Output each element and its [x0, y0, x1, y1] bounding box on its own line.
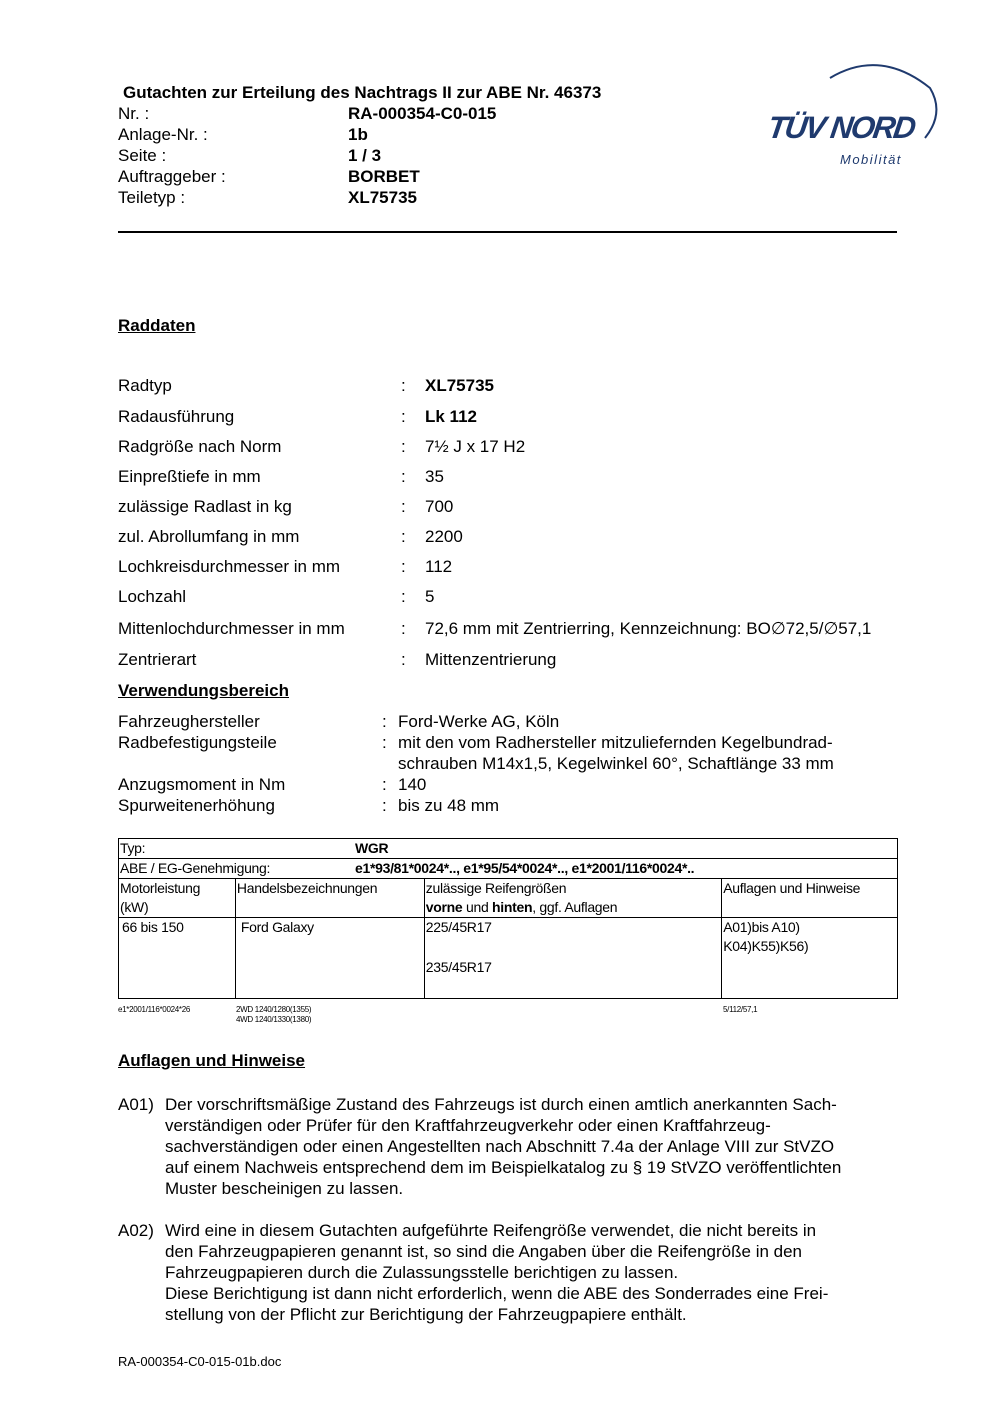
raddaten-value: Mittenzentrierung [425, 650, 557, 669]
header-label-anlage: Anlage-Nr. : [118, 125, 208, 144]
raddaten-value: 35 [425, 467, 444, 486]
auflagen-item-line: Muster bescheinigen zu lassen. [165, 1179, 404, 1198]
header-value-teiletyp: XL75735 [348, 188, 417, 207]
col-header-reifen [424, 879, 721, 918]
table-footnote-left: e1*2001/116*0024*26 [118, 1005, 191, 1014]
verwendung-colon: : [382, 712, 387, 731]
table-footnote-mid-1: 2WD 1240/1280(1355) [236, 1005, 312, 1014]
auflagen-code: A01)bis A10) [723, 919, 800, 935]
vorne-text: vorne [425, 899, 463, 915]
raddaten-value: 7½ J x 17 H2 [425, 437, 526, 456]
abe-cell [119, 859, 898, 879]
auflagen-cell [722, 918, 898, 999]
header-label-auftraggeber: Auftraggeber : [118, 167, 226, 186]
motor-cell [119, 918, 236, 999]
auflagen-suffix-text: , ggf. Auflagen [532, 899, 618, 915]
tires-cell [424, 918, 721, 999]
header-value-seite: 1 / 3 [348, 146, 382, 165]
verwendung-colon: : [382, 775, 387, 794]
raddaten-value: 5 [425, 587, 435, 606]
verwendung-label: Radbefestigungsteile [118, 733, 277, 752]
typ-cell [119, 839, 898, 859]
raddaten-colon: : [401, 437, 406, 456]
raddaten-value: 700 [425, 497, 454, 516]
verwendung-value: schrauben M14x1,5, Kegelwinkel 60°, Schaftlänge 33 mm [398, 754, 834, 773]
handel-cell [235, 918, 424, 999]
raddaten-colon: : [401, 407, 406, 426]
table-row [119, 859, 898, 879]
auflagen-item-line: den Fahrzeugpapieren genannt ist, so sind die Angaben über die Reifengröße in den [165, 1242, 803, 1261]
tire-size: 235/45R17 [425, 959, 492, 975]
raddaten-heading: Raddaten [118, 316, 196, 335]
col-header-auflagen-text: Auflagen und Hinweise [723, 880, 861, 896]
raddaten-label: Radtyp [118, 376, 172, 395]
auflagen-item-line: Fahrzeugpapieren durch die Zulassungsstelle berichtigen zu lassen. [165, 1263, 679, 1282]
col-header-handel [235, 879, 424, 918]
auflagen-item-line: Der vorschriftsmäßige Zustand des Fahrzeugs ist durch einen amtlich anerkannten Sach- [165, 1095, 837, 1114]
raddaten-colon: : [401, 557, 406, 576]
verwendung-value: mit den vom Radhersteller mitzuliefernden Kegelbundrad- [398, 733, 833, 752]
tire-size: 225/45R17 [425, 919, 492, 935]
raddaten-colon: : [401, 376, 406, 395]
raddaten-label: Zentrierart [118, 650, 197, 669]
raddaten-colon: : [401, 587, 406, 606]
header-value-nr: RA-000354-C0-015 [348, 104, 497, 123]
raddaten-colon: : [401, 497, 406, 516]
auflagen-item-line: stellung von der Pflicht zur Berichtigung der Fahrzeugpapiere enthält. [165, 1305, 687, 1324]
typ-value: WGR [355, 840, 389, 856]
verwendung-heading: Verwendungsbereich [118, 681, 289, 700]
raddaten-label: Lochzahl [118, 587, 187, 606]
raddaten-label: Mittenlochdurchmesser in mm [118, 619, 345, 638]
abe-value: e1*93/81*0024*.., e1*95/54*0024*.., e1*2001/116*0024*.. [355, 860, 695, 876]
abe-label: ABE / EG-Genehmigung: [120, 860, 271, 876]
raddaten-label: zulässige Radlast in kg [118, 497, 292, 516]
table-row [119, 839, 898, 859]
raddaten-label: Radgröße nach Norm [118, 437, 282, 456]
table-footnote-right: 5/112/57,1 [723, 1005, 758, 1014]
raddaten-colon: : [401, 619, 406, 638]
logo-wordmark: TÜV NORD [765, 110, 917, 145]
vehicle-table [118, 838, 898, 999]
verwendung-value: bis zu 48 mm [398, 796, 500, 815]
col-header-reifen-line1: zulässige Reifengrößen [425, 880, 567, 896]
auflagen-item-line: Diese Berichtigung ist dann nicht erforderlich, wenn die ABE des Sonderrades eine Frei- [165, 1284, 829, 1303]
footer-filename: RA-000354-C0-015-01b.doc [118, 1354, 282, 1369]
header-label-nr: Nr. : [118, 104, 150, 123]
table-header-row [119, 879, 898, 918]
document-title: Gutachten zur Erteilung des Nachtrags II zur ABE Nr. 46373 [123, 83, 602, 102]
col-header-handel-text: Handelsbezeichnungen [236, 880, 378, 896]
col-header-reifen-line2 [426, 898, 720, 917]
raddaten-value: XL75735 [425, 376, 494, 395]
logo-subtitle: Mobilität [840, 152, 902, 167]
handel-value: Ford Galaxy [240, 919, 314, 935]
auflagen-item-number: A02) [118, 1221, 154, 1240]
table-row [119, 918, 898, 999]
verwendung-label: Anzugsmoment in Nm [118, 775, 286, 794]
raddaten-value: 112 [425, 557, 453, 576]
table-footnote-mid-2: 4WD 1240/1330(1380) [236, 1015, 312, 1024]
verwendung-value: 140 [398, 775, 427, 794]
typ-label: Typ: [120, 840, 146, 856]
raddaten-label: zul. Abrollumfang in mm [118, 527, 300, 546]
raddaten-value: 72,6 mm mit Zentrierring, Kennzeichnung: BO∅72,5/∅57,1 [425, 619, 872, 638]
auflagen-item-line: Wird eine in diesem Gutachten aufgeführte Reifengröße verwendet, die nicht bereits in [165, 1221, 817, 1240]
raddaten-label: Radausführung [118, 407, 235, 426]
verwendung-colon: : [382, 796, 387, 815]
auflagen-item-line: sachverständigen oder einen Angestellten nach Abschnitt 7.4a der Anlage VIII zur StVZO [165, 1137, 835, 1156]
raddaten-value: 2200 [425, 527, 463, 546]
auflagen-code: K04)K55)K56) [723, 938, 809, 954]
motor-value: 66 bis 150 [122, 919, 184, 935]
col-header-motor-unit: (kW) [120, 899, 149, 915]
raddaten-colon: : [401, 527, 406, 546]
raddaten-value: Lk 112 [425, 407, 477, 426]
auflagen-item-line: auf einem Nachweis entsprechend dem im Beispielkatalog zu § 19 StVZO veröffentlichten [165, 1158, 842, 1177]
header-value-auftraggeber: BORBET [348, 167, 420, 186]
auflagen-heading: Auflagen und Hinweise [118, 1051, 306, 1070]
raddaten-colon: : [401, 467, 406, 486]
col-header-auflagen [722, 879, 898, 918]
auflagen-item-number: A01) [118, 1095, 154, 1114]
raddaten-label: Lochkreisdurchmesser in mm [118, 557, 341, 576]
verwendung-label: Fahrzeughersteller [118, 712, 260, 731]
verwendung-colon: : [382, 733, 387, 752]
und-text: und [462, 899, 493, 915]
auflagen-item-line: verständigen oder Prüfer für den Kraftfahrzeugverkehr oder einen Kraftfahrzeug- [165, 1116, 771, 1135]
header-divider [118, 231, 897, 233]
verwendung-value: Ford-Werke AG, Köln [398, 712, 560, 731]
col-header-motor [119, 879, 236, 918]
verwendung-label: Spurweitenerhöhung [118, 796, 275, 815]
header-value-anlage: 1b [348, 125, 368, 144]
raddaten-label: Einpreßtiefe in mm [118, 467, 261, 486]
hinten-text: hinten [492, 899, 533, 915]
raddaten-colon: : [401, 650, 406, 669]
header-label-seite: Seite : [118, 146, 167, 165]
header-label-teiletyp: Teiletyp : [118, 188, 186, 207]
col-header-motor-line: Motorleistung [120, 880, 201, 896]
